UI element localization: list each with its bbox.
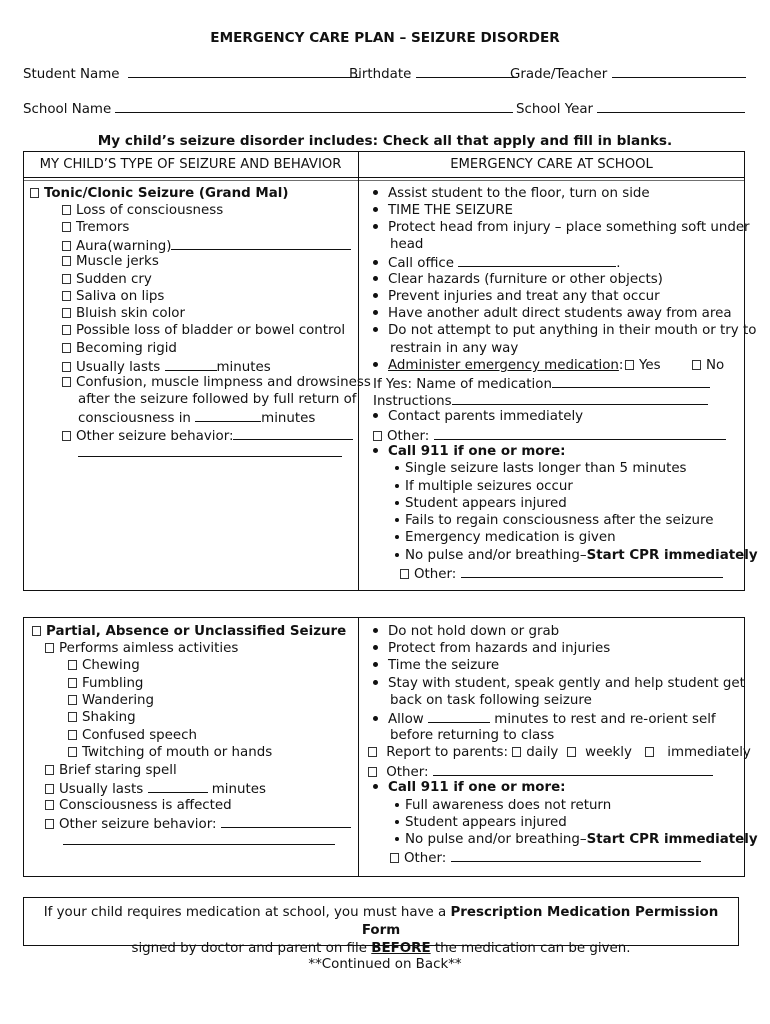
care-label: Do not attempt to put anything in their mouth or try to [388, 323, 757, 338]
checkbox-icon[interactable] [62, 256, 71, 266]
blank-line[interactable] [63, 831, 335, 845]
care-label: Do not hold down or grab [388, 624, 560, 639]
call911-label: Full awareness does not return [405, 798, 612, 813]
behavior-label: Muscle jerks [76, 254, 159, 269]
call911-label: No pulse and/or breathing– [405, 548, 587, 563]
bullet-icon [373, 362, 378, 367]
care-item [373, 288, 660, 305]
behavior-label: Usually lasts [59, 782, 144, 797]
bullet-icon [373, 413, 378, 418]
school-name-line[interactable] [115, 99, 513, 113]
behavior-item[interactable] [62, 271, 152, 288]
behavior-label: Possible loss of bladder or bowel control [76, 323, 346, 338]
call911-label: If multiple seizures occur [405, 479, 573, 494]
grade-teacher-label: Grade/Teacher [510, 67, 608, 82]
call911-label: Fails to regain consciousness after the seizure [405, 513, 714, 528]
care-label: Call office [388, 256, 454, 271]
checkbox-icon[interactable] [45, 800, 54, 810]
call911-item [395, 831, 758, 848]
checkbox-icon[interactable] [62, 377, 71, 387]
notice-form-name: Prescription Medication Permission Form [361, 905, 719, 938]
bullet-icon [395, 466, 399, 470]
notice-text: signed by doctor and parent on file [131, 941, 372, 956]
call911-label: Student appears injured [405, 815, 567, 830]
header-right: EMERGENCY CARE AT SCHOOL [450, 157, 653, 172]
call911-other[interactable] [390, 848, 701, 867]
table-divider [358, 151, 359, 591]
behavior-label: Performs aimless activities [59, 641, 239, 656]
checkbox-icon[interactable] [45, 643, 54, 653]
notice-text: If your child requires medication at school, you must have a [43, 905, 451, 920]
daily-label: daily [526, 745, 559, 760]
care-label: Assist student to the floor, turn on side [388, 186, 650, 201]
bullet-icon [373, 190, 378, 195]
call911-item [395, 460, 687, 477]
behavior-item[interactable] [68, 727, 197, 744]
bullet-icon [373, 276, 378, 281]
behavior-item[interactable] [62, 374, 371, 391]
immediately-label: immediately [667, 745, 751, 760]
care-item [373, 271, 663, 288]
checkbox-icon[interactable] [32, 626, 41, 636]
school-year-line[interactable] [597, 99, 745, 113]
call911-label: Call 911 if one or more: [388, 444, 566, 459]
other-line[interactable] [434, 426, 726, 440]
other-label: Other: [404, 851, 447, 866]
care-continued: before returning to class [390, 728, 555, 743]
checkbox-icon[interactable] [45, 784, 54, 794]
care-label: Clear hazards (furniture or other objects) [388, 272, 663, 287]
birthdate-label: Birthdate [349, 67, 412, 82]
yes-label: Yes [639, 358, 661, 373]
behavior-label: Brief staring spell [59, 763, 177, 778]
bullet-icon [373, 293, 378, 298]
call911-item [395, 495, 567, 512]
bullet-icon [373, 680, 378, 685]
behavior-item[interactable] [68, 709, 136, 726]
care-label: Allow [388, 712, 424, 727]
other-behavior-line[interactable] [233, 426, 353, 440]
call911-item [395, 529, 616, 546]
care-label: Administer emergency medication [388, 358, 619, 373]
bullet-icon [395, 501, 399, 505]
behavior-label: Confusion, muscle limpness and drowsiness [76, 375, 371, 390]
bullet-icon [373, 716, 378, 721]
school-year-label: School Year [516, 102, 594, 117]
grade-teacher-field[interactable] [510, 64, 746, 82]
allow-minutes-line[interactable] [428, 709, 490, 723]
bullet-icon [373, 662, 378, 667]
behavior-label: Loss of consciousness [76, 203, 224, 218]
care-item [373, 322, 756, 339]
minutes-label: minutes [211, 782, 266, 797]
bullet-icon [373, 224, 378, 229]
medication-notice [23, 897, 739, 956]
bullet-icon [373, 207, 378, 212]
behavior-label: Shaking [82, 710, 136, 725]
bullet-icon [373, 260, 378, 265]
checkbox-icon[interactable] [368, 747, 377, 757]
notice-text: the medication can be given. [430, 941, 631, 956]
care-label: minutes to rest and re-orient self [494, 712, 716, 727]
bullet-icon [373, 327, 378, 332]
call911-label: Call 911 if one or more: [388, 780, 566, 795]
behavior-item[interactable] [45, 779, 266, 798]
checkbox-icon[interactable] [62, 241, 71, 251]
blank-line[interactable] [78, 443, 342, 457]
care-label: Prevent injuries and treat any that occur [388, 289, 660, 304]
behavior-item[interactable] [62, 305, 185, 322]
other-line[interactable] [461, 564, 723, 578]
behavior-label: Confused speech [82, 728, 198, 743]
call-911-heading [373, 779, 566, 796]
care-item: Call office . [373, 253, 621, 272]
checkbox-icon[interactable] [373, 431, 382, 441]
behavior-label: Chewing [82, 658, 140, 673]
grade-teacher-line[interactable] [612, 64, 746, 78]
partial-absence-title: Partial, Absence or Unclassified Seizure [46, 624, 347, 639]
behavior-label: Sudden cry [76, 272, 152, 287]
behavior-label: Aura(warning) [76, 239, 172, 254]
behavior-item[interactable] [62, 253, 159, 270]
behavior-item[interactable] [45, 762, 177, 779]
checkbox-icon[interactable] [62, 362, 71, 372]
report-to-parents [368, 744, 751, 761]
bullet-icon [395, 803, 399, 807]
checkbox-icon[interactable] [68, 660, 77, 670]
other-line[interactable] [433, 762, 713, 776]
behavior-label: consciousness in [78, 411, 191, 426]
behavior-item[interactable] [68, 675, 143, 692]
call911-item [395, 512, 713, 529]
checkbox-icon[interactable] [62, 291, 71, 301]
partial-absence-checkbox[interactable] [32, 623, 346, 640]
notice-before: BEFORE [371, 941, 431, 956]
minutes-label: minutes [261, 411, 316, 426]
yes-option[interactable] [625, 357, 661, 374]
behavior-item[interactable] [62, 322, 345, 339]
lasts-line[interactable] [165, 357, 217, 371]
other-behavior-line[interactable] [221, 814, 351, 828]
checkbox-icon[interactable] [68, 730, 77, 740]
other-behavior-line2[interactable] [63, 831, 335, 850]
bullet-icon [373, 310, 378, 315]
student-name-field[interactable] [23, 64, 360, 82]
care-continued: head [390, 237, 424, 252]
behavior-item[interactable] [68, 657, 140, 674]
checkbox-icon[interactable] [62, 274, 71, 284]
behavior-item[interactable] [45, 640, 238, 657]
care-label: Other: [386, 765, 429, 780]
behavior-label: Becoming rigid [76, 341, 177, 356]
table-divider [358, 617, 359, 877]
checkbox-icon[interactable] [45, 765, 54, 775]
checkbox-icon[interactable] [390, 853, 399, 863]
call911-other[interactable] [400, 564, 723, 583]
minutes-label: minutes [216, 360, 271, 375]
tonic-clonic-title: Tonic/Clonic Seizure (Grand Mal) [44, 186, 289, 201]
behavior-label: Bluish skin color [76, 306, 186, 321]
call911-item [395, 797, 611, 814]
behavior-label: Usually lasts [76, 360, 161, 375]
bullet-icon [373, 784, 378, 789]
care-item: Administer emergency medication: [373, 357, 623, 374]
care-item [373, 408, 583, 425]
checkbox-icon[interactable] [30, 188, 39, 198]
school-year-field[interactable] [516, 99, 745, 117]
checkbox-icon[interactable] [62, 431, 71, 441]
other-label: Other: [414, 567, 457, 582]
care-item [373, 305, 732, 322]
checkbox-icon[interactable] [68, 712, 77, 722]
bullet-icon [395, 518, 399, 522]
checkbox-icon[interactable] [368, 767, 377, 777]
care-label: Protect head from injury – place something soft under [388, 220, 750, 235]
behavior-item[interactable] [68, 744, 272, 761]
behavior-continued: after the seizure followed by full return of [78, 392, 357, 407]
behavior-label: Consciousness is affected [59, 798, 232, 813]
school-name-field[interactable] [23, 99, 513, 117]
bullet-icon [395, 484, 399, 488]
bullet-icon [395, 535, 399, 539]
cpr-label: Start CPR immediately [586, 832, 758, 847]
care-item [373, 185, 650, 202]
care-label: Protect from hazards and injuries [388, 641, 611, 656]
call911-label: No pulse and/or breathing– [405, 832, 587, 847]
other-line[interactable] [451, 848, 701, 862]
checkbox-icon[interactable] [645, 747, 654, 757]
behavior-label: Other seizure behavior: [59, 817, 217, 832]
care-label: Time the seizure [388, 658, 500, 673]
call911-label: Student appears injured [405, 496, 567, 511]
checkbox-icon[interactable] [68, 747, 77, 757]
call911-item [395, 814, 567, 831]
bullet-icon [373, 448, 378, 453]
bullet-icon [373, 628, 378, 633]
checkbox-icon[interactable] [625, 360, 634, 370]
behavior-item[interactable] [62, 219, 129, 236]
care-item [373, 657, 499, 674]
care-item [373, 709, 716, 728]
care-label: If Yes: Name of medication [373, 377, 552, 392]
student-name-label: Student Name [23, 67, 120, 82]
behavior-label: Wandering [82, 693, 155, 708]
behavior-continued [78, 408, 315, 427]
checkbox-icon[interactable] [62, 205, 71, 215]
checkbox-icon[interactable] [62, 222, 71, 232]
other-behavior-line2[interactable] [78, 443, 342, 462]
call-911-heading [373, 443, 566, 460]
care-label: Contact parents immediately [388, 409, 584, 424]
behavior-label: Fumbling [82, 676, 144, 691]
care-label: Instructions [373, 394, 452, 409]
tonic-clonic-checkbox[interactable] [30, 185, 288, 202]
care-item [373, 202, 513, 219]
care-continued: back on task following seizure [390, 693, 592, 708]
care-label: TIME THE SEIZURE [388, 203, 514, 218]
behavior-item[interactable] [45, 797, 232, 814]
consciousness-line[interactable] [195, 408, 261, 422]
no-option[interactable] [692, 357, 724, 374]
checkbox-icon[interactable] [68, 678, 77, 688]
checkbox-icon[interactable] [62, 325, 71, 335]
header-left: MY CHILD’S TYPE OF SEIZURE AND BEHAVIOR [39, 157, 342, 172]
birthdate-line[interactable] [416, 64, 518, 78]
medication-line[interactable] [552, 374, 710, 388]
behavior-item[interactable] [62, 288, 164, 305]
continued-footer: **Continued on Back** [308, 957, 462, 972]
checkbox-icon[interactable] [692, 360, 701, 370]
no-label: No [706, 358, 725, 373]
cpr-label: Start CPR immediately [586, 548, 758, 563]
care-continued: restrain in any way [390, 341, 519, 356]
checkbox-icon[interactable] [62, 343, 71, 353]
checkbox-icon[interactable] [512, 747, 521, 757]
school-name-label: School Name [23, 102, 112, 117]
behavior-item[interactable] [62, 202, 223, 219]
care-item [373, 219, 750, 236]
header-divider-double [23, 180, 745, 181]
care-item [373, 675, 745, 692]
bullet-icon [395, 837, 399, 841]
lasts-line[interactable] [148, 779, 208, 793]
checkbox-icon[interactable] [62, 308, 71, 318]
call-office-line[interactable] [458, 253, 616, 267]
intro-instruction: My child’s seizure disorder includes: Check all that apply and fill in blanks. [97, 133, 673, 149]
checkbox-icon[interactable] [45, 819, 54, 829]
call911-item [395, 478, 573, 495]
aura-line[interactable] [171, 236, 351, 250]
care-label: Report to parents: [386, 745, 508, 760]
behavior-label: Twitching of mouth or hands [82, 745, 273, 760]
page-title: EMERGENCY CARE PLAN – SEIZURE DISORDER [210, 30, 560, 46]
bullet-icon [395, 553, 399, 557]
weekly-label: weekly [585, 745, 632, 760]
care-item [373, 623, 559, 640]
care-item [373, 640, 610, 657]
checkbox-icon[interactable] [400, 569, 409, 579]
behavior-label: Other seizure behavior: [76, 429, 234, 444]
care-label: Other: [387, 429, 430, 444]
behavior-label: Tremors [76, 220, 130, 235]
call911-label: Emergency medication is given [405, 530, 616, 545]
student-name-line[interactable] [128, 64, 360, 78]
care-label: Stay with student, speak gently and help student get [388, 676, 745, 691]
checkbox-icon[interactable] [567, 747, 576, 757]
checkbox-icon[interactable] [68, 695, 77, 705]
behavior-label: Saliva on lips [76, 289, 165, 304]
care-label: Have another adult direct students away from area [388, 306, 732, 321]
bullet-icon [395, 820, 399, 824]
instructions-line[interactable] [452, 391, 708, 405]
call911-label: Single seizure lasts longer than 5 minutes [405, 461, 687, 476]
bullet-icon [373, 645, 378, 650]
behavior-item[interactable] [68, 692, 154, 709]
behavior-item[interactable] [62, 340, 177, 357]
call911-item [395, 547, 758, 564]
birthdate-field[interactable] [349, 64, 518, 82]
header-divider [23, 177, 745, 178]
